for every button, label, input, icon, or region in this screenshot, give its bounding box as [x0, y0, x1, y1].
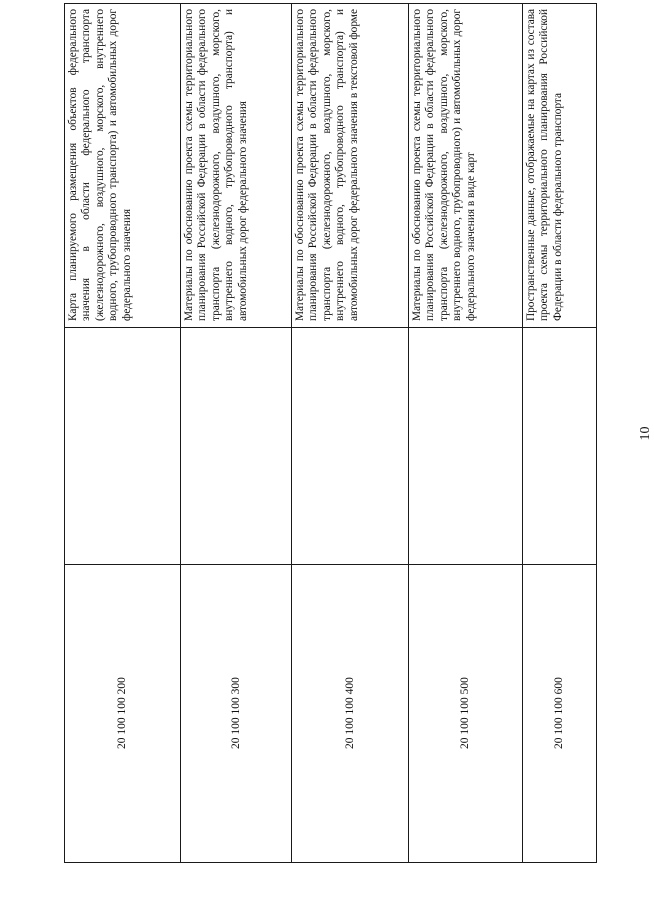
row-code: 20 100 100 600 [523, 565, 597, 863]
table-row [181, 4, 292, 863]
row-code: 20 100 100 400 [292, 565, 409, 863]
row-description: Материалы по обоснованию проекта схемы территориального планирования Российской Федерации в области федерального транспорта (железнодорожного, воздушного, морского, внутреннего водного, трубопроводного транспорта) и автомобильных дорог федерального значения [181, 4, 292, 328]
empty-cell [409, 328, 523, 565]
row-code: 20 100 100 200 [65, 565, 181, 863]
empty-cell [181, 328, 292, 565]
row-description: Пространственные данные, отображаемые на картах из состава проекта схемы территориального планирования Российской Федерации в области федерального транспорта [523, 4, 597, 328]
row-description: Материалы по обоснованию проекта схемы территориального планирования Российской Федерации в области федерального транспорта (железнодорожного, воздушного, морского, внутреннего водного, трубопроводного транспорта) и автомобильных дорог федерального значения в текстовой форме [292, 4, 409, 328]
empty-cell [292, 328, 409, 565]
empty-cell [523, 328, 597, 565]
table-row [292, 4, 409, 863]
table-row [65, 4, 181, 863]
page-number: 10 [638, 426, 653, 441]
row-code: 20 100 100 300 [181, 565, 292, 863]
empty-cell [65, 328, 181, 565]
rotated-content [64, 4, 653, 863]
row-code: 20 100 100 500 [409, 565, 523, 863]
table-row [523, 4, 597, 863]
row-description: Материалы по обоснованию проекта схемы территориального планирования Российской Федерации в области федерального транспорта (железнодорожного, воздушного, морского, внутреннего водного, трубопроводного) и автомобильных дорог федерального значения в виде карт [409, 4, 523, 328]
classifier-table [64, 3, 597, 863]
row-description: Карта планируемого размещения объектов федерального значения в области федерального транспорта (железнодорожного, воздушного, морского, внутреннего водного, трубопроводного транспорта) и автомобильных дорог федерального значения [65, 4, 181, 328]
table-row [409, 4, 523, 863]
